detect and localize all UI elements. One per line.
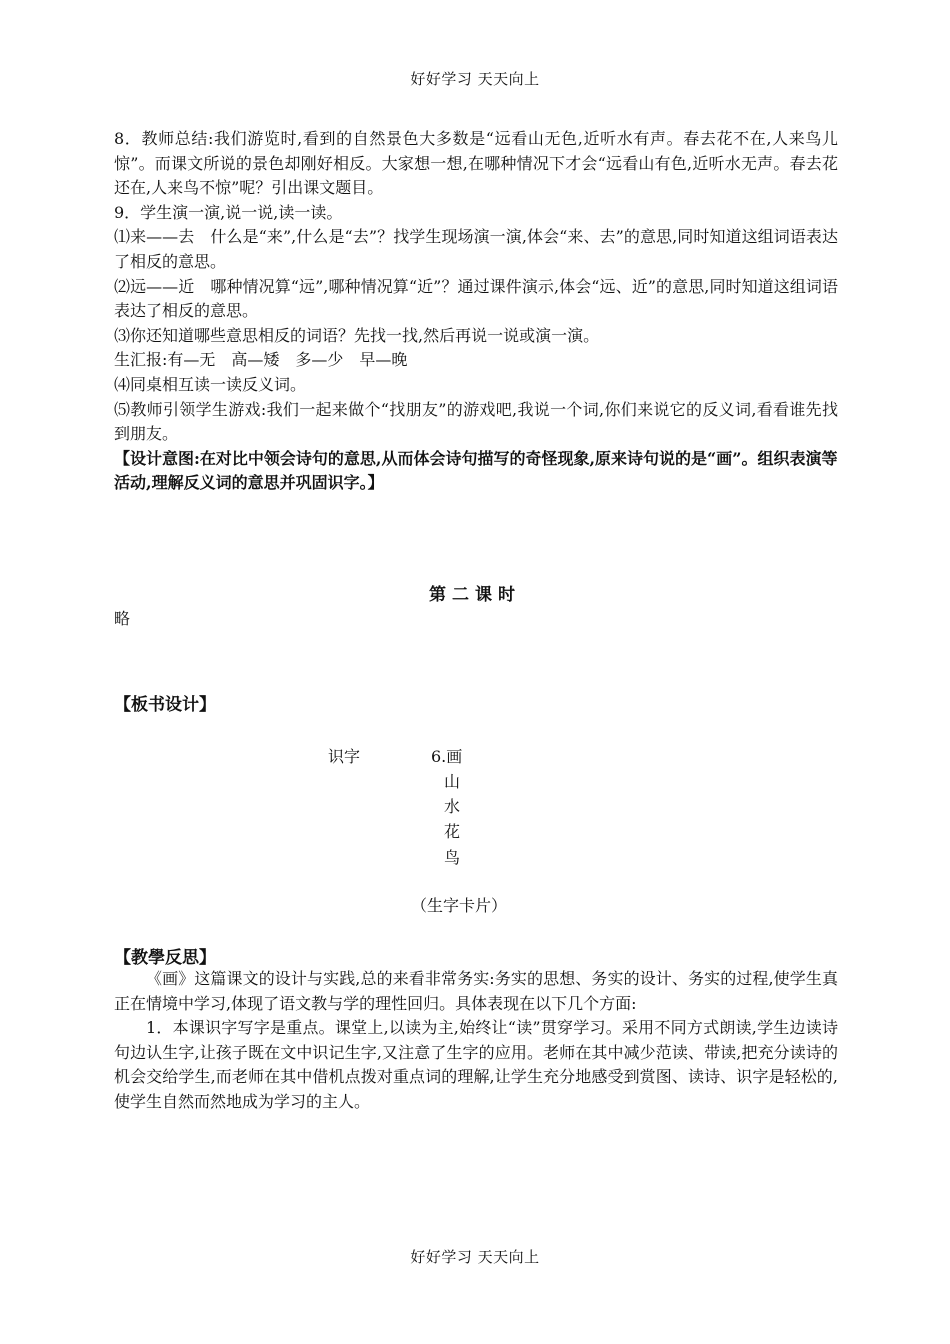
lesson1-paragraph: ⑴来——去 什么是“来”,什么是“去”？找学生现场演一演,体会“来、去”的意思,同时知道这组词语表达了相反的意思。 (114, 227, 838, 271)
page-header: 好好学习 天天向上 (410, 70, 540, 88)
reflection-heading: 【教學反思】 (114, 948, 216, 968)
lesson1-paragraph: 9．学生演一演,说一说,读一读。 (114, 202, 343, 222)
board-char: 鸟 (444, 847, 461, 867)
board-char: 花 (444, 822, 461, 842)
reflection-paragraph: 1．本课识字写字是重点。课堂上,以读为主,始终让“读”贯穿学习。采用不同方式朗读,学生边读诗句边认生字,让孩子既在文中识记生字,又注意了生字的应用。老师在其中减少范读、带读,把充分读诗的机会交给学生,而老师在其中借机点拨对重点词的理解,让学生充分地感受到赏图、读诗、识字是轻松的,使学生自然而然地成为学习的主人。 (114, 1018, 838, 1111)
lesson2-content: 略 (114, 609, 131, 628)
lesson1-paragraph: ⑶你还知道哪些意思相反的词语？先找一找,然后再说一说或演一演。 (114, 325, 600, 345)
page-footer: 好好学习 天天向上 (410, 1248, 540, 1266)
design-intent: 【设计意图:在对比中领会诗句的意思,从而体会诗句描写的奇怪现象,原来诗句说的是“画”。组织表演等活动,理解反义词的意思并巩固识字。】 (114, 448, 838, 493)
board-label: 识字 (328, 747, 361, 766)
lesson1-paragraph: ⑸教师引领学生游戏:我们一起来做个“找朋友”的游戏吧,我说一个词,你们来说它的反义词,看看谁先找到朋友。 (114, 399, 838, 444)
lesson1-paragraph: ⑵远——近 哪种情况算“远”,哪种情况算“近”？通过课件演示,体会“远、近”的意思,同时知道这组词语表达了相反的意思。 (114, 276, 838, 321)
board-char: 山 (444, 772, 461, 791)
lesson1-paragraph: ⑷同桌相互读一读反义词。 (114, 374, 307, 394)
reflection-content (114, 967, 838, 1115)
board-design-heading: 【板书设计】 (114, 695, 216, 715)
board-chars (444, 769, 460, 870)
board-title: 6.画 (431, 747, 463, 766)
lesson1-paragraph: 8．教师总结:我们游览时,看到的自然景色大多数是“远看山无色,近听水有声。春去花不在,人来鸟儿惊”。而课文所说的景色却刚好相反。大家想一想,在哪种情况下才会“远看山有色,近听水无声。春去花还在,人来鸟不惊”呢？引出课文题目。 (114, 129, 838, 198)
lesson1-content (114, 127, 838, 496)
lesson1-paragraph: 生汇报:有—无 高—矮 多—少 早—晚 (114, 350, 408, 370)
board-char: 水 (444, 797, 461, 817)
lesson2-title: 第二课时 (429, 585, 521, 605)
reflection-paragraph: 《画》这篇课文的设计与实践,总的来看非常务实:务实的思想、务实的设计、务实的过程,使学生真正在情境中学习,体现了语文教与学的理性回归。具体表现在以下几个方面: (114, 969, 838, 1013)
board-cards: （生字卡片） (411, 896, 508, 915)
